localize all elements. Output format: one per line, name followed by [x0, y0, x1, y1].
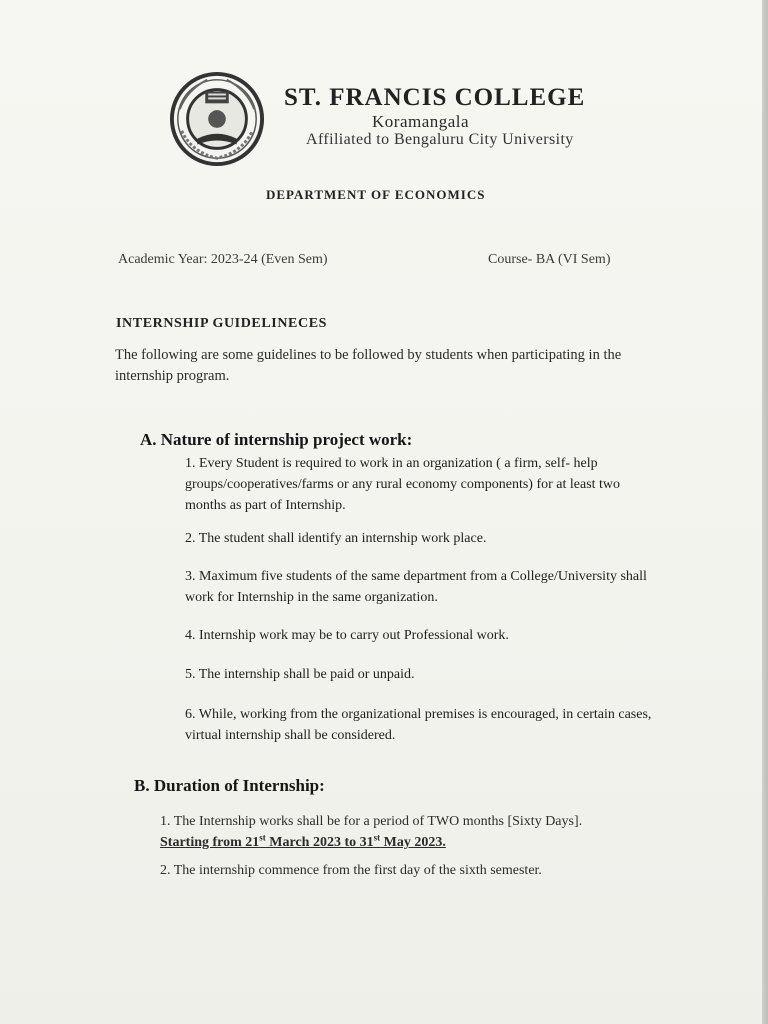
duration-item — [160, 811, 660, 853]
guidelines-title: INTERNSHIP GUIDELINECES — [116, 316, 328, 331]
page-edge — [762, 0, 768, 1024]
list-item: 2. The internship commence from the first day of the sixth semester. — [160, 863, 542, 878]
duration-dates — [160, 832, 660, 853]
end-suffix-text: May 2023. — [380, 835, 446, 850]
section-a-heading: A. Nature of internship project work: — [140, 430, 413, 449]
list-item: 2. The student shall identify an internship work place. — [185, 531, 487, 546]
duration-period: 1. The Internship works shall be for a period of TWO months [Sixty Days]. — [160, 814, 583, 829]
college-seal-logo — [168, 70, 266, 168]
college-name: ST. FRANCIS COLLEGE — [284, 84, 586, 111]
list-item: 5. The internship shall be paid or unpaid. — [185, 667, 415, 682]
college-affiliation: Affiliated to Bengaluru City University — [306, 131, 574, 148]
start-suffix: st — [259, 832, 266, 843]
list-item: 1. Every Student is required to work in an organization ( a firm, self- help groups/cooperatives/farms or any rural economy components) for at least two months as part of Internship. — [185, 456, 621, 513]
list-item: 3. Maximum five students of the same department from a College/University shall work for Internship in the same organization. — [185, 569, 647, 605]
start-prefix: Starting from 21 — [160, 835, 260, 850]
course-info: Course- BA (VI Sem) — [488, 252, 611, 267]
list-item: 6. While, working from the organizational premises is encouraged, in certain cases, virtual internship shall be considered. — [185, 707, 652, 743]
department-title: DEPARTMENT OF ECONOMICS — [266, 187, 486, 202]
end-suffix: st — [373, 832, 381, 843]
guidelines-intro: The following are some guidelines to be followed by students when participating in the internship program. — [115, 347, 622, 384]
academic-year: Academic Year: 2023-24 (Even Sem) — [118, 252, 328, 267]
section-b-heading: B. Duration of Internship: — [134, 776, 325, 795]
date-mid: March 2023 to 31 — [265, 835, 374, 850]
list-item: 4. Internship work may be to carry out Professional work. — [185, 628, 509, 643]
college-location: Koramangala — [372, 112, 470, 131]
